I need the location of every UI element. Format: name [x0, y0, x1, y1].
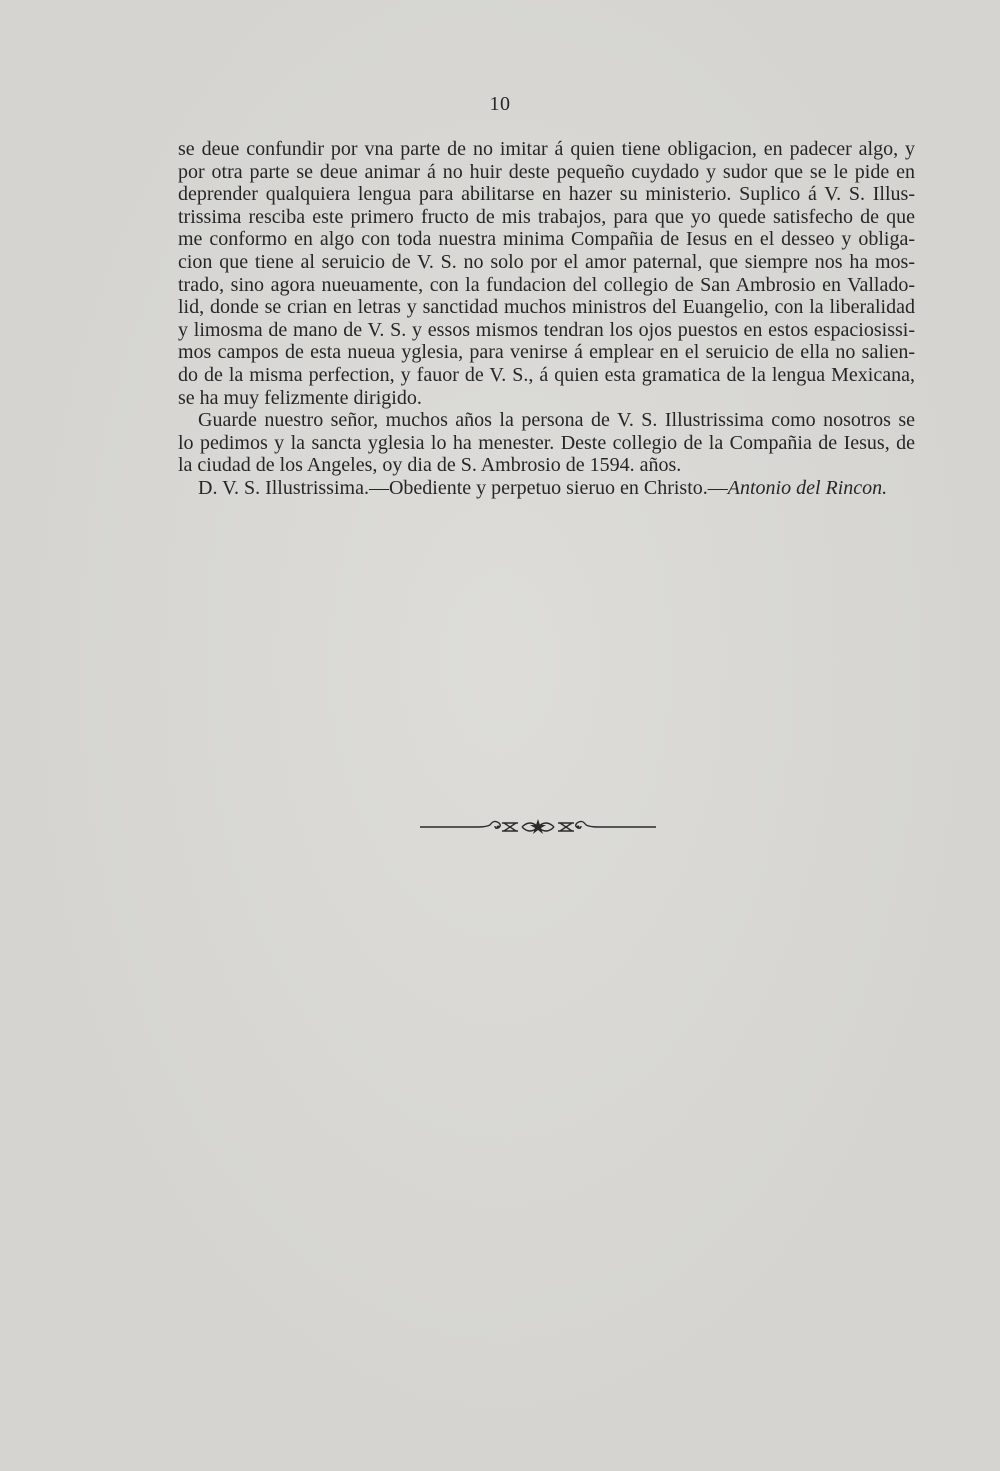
text-line: por otra parte se deue animar á no huir deste pequeño cuydado y sudor que se le pide en [178, 160, 915, 183]
closing-text: D. V. S. Illustrissima.—Obediente y perpetuo sieruo en Christo.— [198, 476, 728, 499]
text-line: Guarde nuestro señor, muchos años la persona de V. S. Illustrissima como nosotros se [198, 409, 915, 432]
signature-line [178, 477, 915, 500]
ornament-divider [418, 814, 658, 840]
text-line: se deue confundir por vna parte de no imitar á quien tiene obligacion, en padecer algo, y [178, 138, 915, 160]
author-name: Antonio del Rincon. [727, 476, 888, 499]
text-line: mos campos de esta nueua yglesia, para venirse á emplear en el seruicio de ella no salien- [178, 341, 915, 364]
text-line: trissima resciba este primero fructo de mis trabajos, para que yo quede satisfecho de que [178, 205, 915, 228]
text-line: cion que tiene al seruicio de V. S. no solo por el amor paternal, que siempre nos ha mos- [178, 250, 915, 273]
text-line: do de la misma perfection, y fauor de V. S., á quien esta gramatica de la lengua Mexicana, [178, 363, 915, 386]
paragraph-farewell [178, 409, 915, 477]
text-line: y limosma de mano de V. S. y essos mismos tendran los ojos puestos en estos espaciosissi- [178, 318, 915, 341]
text-line: lid, donde se crian en letras y sanctidad muchos ministros del Euangelio, con la liberalidad [178, 296, 915, 319]
page-number: 10 [489, 93, 511, 115]
paragraph-dedication [178, 138, 915, 409]
text-line: me conformo en algo con toda nuestra minima Compañia de Iesus en el desseo y obliga- [178, 228, 915, 251]
body-text [178, 138, 915, 500]
text-line: la ciudad de los Angeles, oy dia de S. Ambrosio de 1594. años. [178, 454, 682, 477]
text-line: deprender qualquiera lengua para abilitarse en hazer su ministerio. Suplico á V. S. Illus- [178, 183, 915, 206]
text-line: lo pedimos y la sancta yglesia lo ha menester. Deste collegio de la Compañia de Iesus, de [178, 431, 915, 454]
text-line: trado, sino agora nueuamente, con la fundacion del collegio de San Ambrosio en Vallado- [178, 273, 915, 296]
text-line: se ha muy felizmente dirigido. [178, 386, 422, 409]
